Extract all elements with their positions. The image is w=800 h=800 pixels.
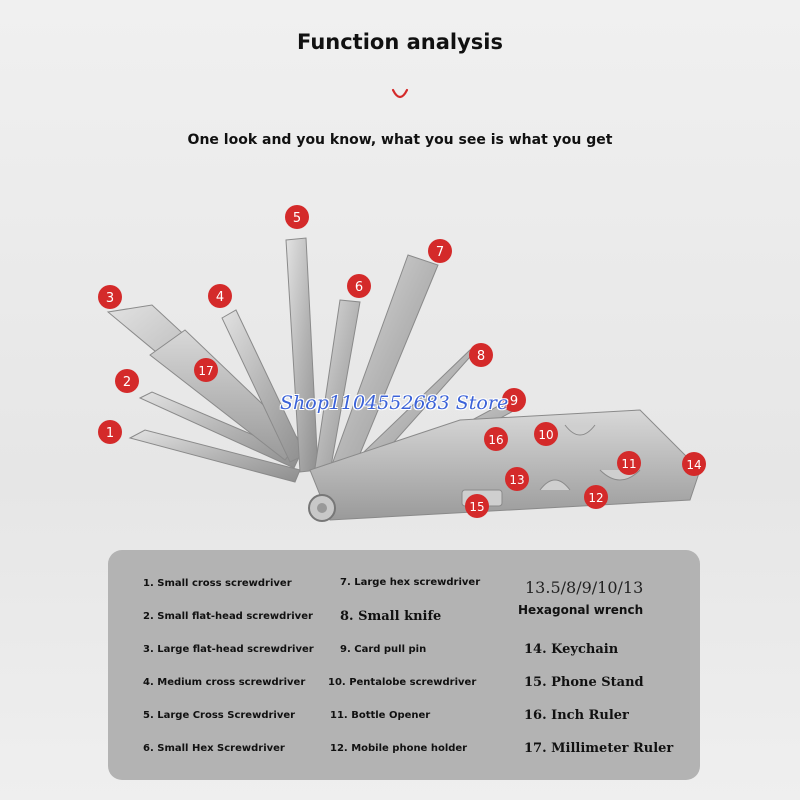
marker-label: 16: [488, 433, 504, 447]
legend-item: 3. Large flat-head screwdriver: [143, 644, 314, 655]
marker-label: 13: [509, 473, 525, 487]
marker-label: 3: [105, 291, 115, 306]
marker-label: 6: [354, 280, 364, 295]
marker-label: 12: [588, 491, 604, 505]
marker-label: 17: [198, 364, 214, 378]
legend-item: 17. Millimeter Ruler: [524, 741, 674, 756]
marker-label: 5: [292, 211, 302, 226]
legend-item: Hexagonal wrench: [518, 603, 644, 617]
legend-item: 2. Small flat-head screwdriver: [143, 611, 313, 622]
marker-label: 9: [509, 394, 519, 409]
marker-label: 2: [122, 375, 132, 390]
legend-item: 13.5/8/9/10/13: [525, 578, 644, 597]
legend-item: 16. Inch Ruler: [524, 708, 629, 723]
legend-item: 6. Small Hex Screwdriver: [143, 743, 285, 754]
marker-label: 4: [215, 290, 225, 305]
legend-item: 10. Pentalobe screwdriver: [328, 677, 477, 688]
marker-label: 8: [476, 349, 486, 364]
marker-label: 1: [105, 426, 115, 441]
legend-item: 7. Large hex screwdriver: [340, 577, 481, 588]
legend-item: 15. Phone Stand: [524, 675, 644, 690]
legend-panel: [108, 550, 700, 780]
page-title: Function analysis: [297, 30, 503, 54]
legend-item: 14. Keychain: [524, 642, 619, 657]
legend-item: 1. Small cross screwdriver: [143, 578, 292, 589]
smile-icon: [389, 84, 411, 106]
legend-item: 11. Bottle Opener: [330, 710, 431, 721]
legend-item: 8. Small knife: [340, 609, 442, 624]
multitool-illustration: [0, 190, 800, 550]
page-subtitle: One look and you know, what you see is what you get: [187, 132, 613, 148]
marker-label: 11: [621, 457, 637, 471]
store-watermark: Shop1104552683 Store: [280, 392, 509, 414]
marker-label: 15: [469, 500, 485, 514]
legend-item: 9. Card pull pin: [340, 644, 427, 655]
legend-item: 5. Large Cross Screwdriver: [143, 710, 296, 721]
marker-label: 14: [686, 458, 702, 472]
legend-item: 12. Mobile phone holder: [330, 743, 468, 754]
marker-label: 10: [538, 428, 554, 442]
marker-label: 7: [435, 245, 445, 260]
legend-item: 4. Medium cross screwdriver: [143, 677, 306, 688]
